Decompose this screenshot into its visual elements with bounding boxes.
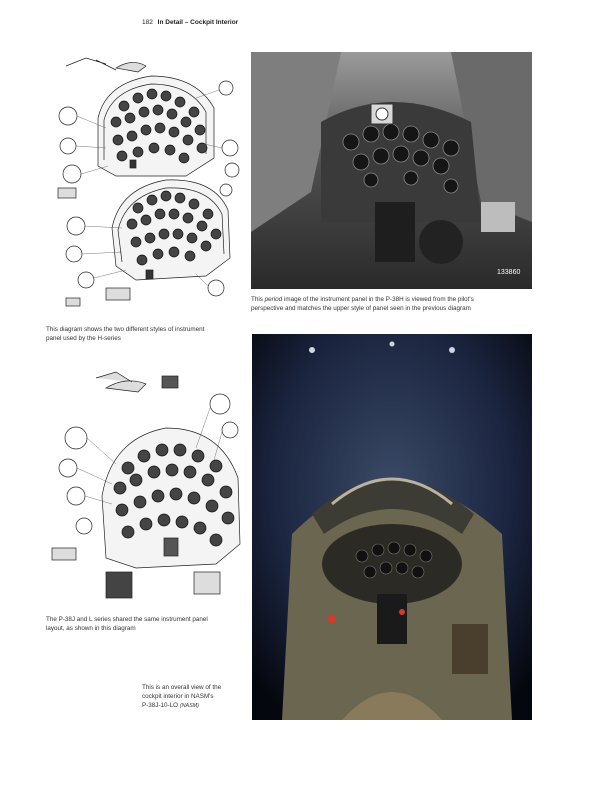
instrument-panel-diagram-h-series (46, 48, 242, 310)
diagram2-caption-line1: The P-38J and L series shared the same instrument panel (46, 616, 208, 623)
photo-serial-number: 133860 (497, 269, 521, 276)
photo2-caption-line1: This is an overall view of the (142, 684, 222, 691)
photo1-caption-line2: perspective and matches the upper style of panel seen in the previous diagram (251, 305, 471, 313)
diagram2-caption-line2: layout, as shown in this diagram (46, 625, 136, 633)
diagram2-caption (46, 615, 246, 633)
instrument-panel-line-drawing-2 (46, 368, 242, 604)
running-header (142, 19, 238, 26)
diagram1-caption (46, 325, 246, 343)
photo1-caption-line1: This period image of the instrument panel in the P-38H is viewed from the pilot's (251, 296, 474, 303)
section-title: In Detail – Cockpit Interior (157, 19, 239, 26)
instrument-panel-diagram-jl-series (46, 368, 242, 604)
diagram1-caption-line2: panel used by the H-series (46, 335, 121, 343)
photo2-caption-line3: P-38J-10-LO (NASM) (142, 702, 199, 710)
photo2-caption (142, 683, 250, 712)
photo1-caption (251, 295, 541, 313)
photo2-caption-line2: cockpit interior in NASM's (142, 693, 214, 701)
photo-credit: (NASM) (179, 703, 199, 710)
p38h-instrument-panel-photo (251, 52, 532, 289)
instrument-panel-line-drawing (46, 48, 242, 310)
nasm-p38j-cockpit-photo (252, 334, 532, 720)
diagram1-caption-line1: This diagram shows the two different styles of instrument (46, 326, 205, 333)
page-number: 182 (142, 19, 153, 26)
